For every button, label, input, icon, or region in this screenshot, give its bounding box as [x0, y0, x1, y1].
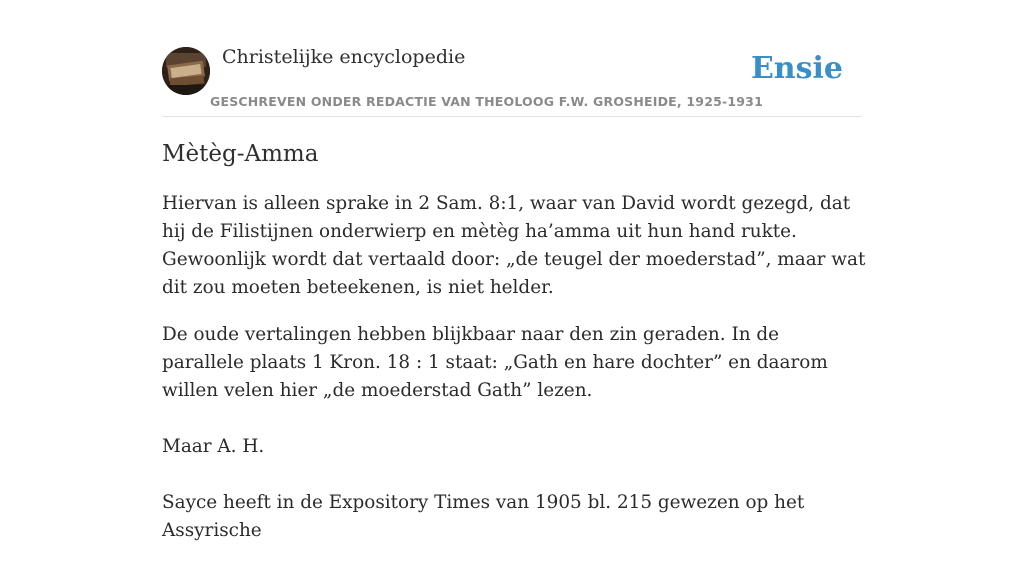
article-paragraph: Sayce heeft in de Expository Times van 1905 bl. 215 gewezen op het Assyrische: [162, 492, 805, 541]
article-paragraph: Hiervan is alleen sprake in 2 Sam. 8:1, waar van David wordt gezegd, dat hij de Filistijnen onderwierp en mètèg ha’amma uit hun hand rukte. Gewoonlijk wordt dat vertaald door: „de teugel der moederstad”, maar wat dit zou moeten beteekenen, is niet helder.: [162, 193, 866, 298]
site-title-link[interactable]: Christelijke encyclopedie: [222, 46, 466, 68]
article-paragraph: De oude vertalingen hebben blijkbaar naar den zin geraden. In de parallele plaats 1 Kron. 18 : 1 staat: „Gath en hare dochter” en daarom willen velen hier „de moederstad Gath” lezen.: [162, 324, 828, 401]
article-body: [162, 190, 866, 545]
ensie-logo-link[interactable]: Ensie: [750, 51, 843, 86]
article: [162, 138, 866, 564]
article-paragraph: Maar A. H.: [162, 436, 265, 457]
site-subtitle: GESCHREVEN ONDER REDACTIE VAN THEOLOOG F.W. GROSHEIDE, 1925-1931: [210, 94, 763, 109]
article-title: Mètèg-Amma: [162, 141, 319, 167]
site-header: [162, 44, 862, 117]
book-avatar-icon[interactable]: [162, 47, 210, 95]
